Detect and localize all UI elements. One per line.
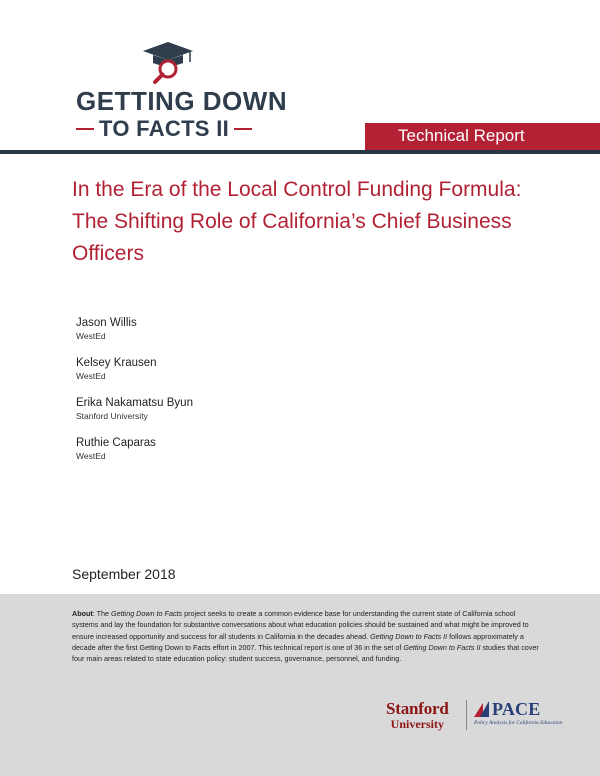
author-entry bbox=[76, 436, 193, 476]
about-italic-2: Getting Down to Facts II bbox=[370, 631, 448, 641]
pace-mark-icon bbox=[474, 701, 492, 717]
logo-wordmark-line2 bbox=[76, 116, 252, 142]
author-name: Kelsey Krausen bbox=[76, 357, 157, 369]
author-affiliation: WestEd bbox=[76, 451, 106, 461]
about-paragraph bbox=[72, 608, 542, 664]
pace-wordmark: PACE bbox=[492, 699, 541, 719]
author-list bbox=[76, 316, 193, 476]
author-entry bbox=[76, 396, 193, 436]
about-text-3: follows approximately a decade after the first Getting Down to Facts effort in 2007. This technical report is one of 36 in the set of bbox=[72, 631, 524, 652]
sponsor-divider bbox=[466, 700, 467, 730]
pace-logo-row bbox=[474, 700, 562, 718]
about-label: About bbox=[72, 609, 93, 618]
logo-wordmark-line1: GETTING DOWN bbox=[76, 86, 288, 116]
getting-down-to-facts-logo bbox=[76, 40, 288, 141]
stanford-logo-line2: University bbox=[390, 717, 444, 731]
report-title: In the Era of the Local Control Funding Formula: The Shifting Role of California’s Chief Business Officers bbox=[72, 178, 522, 265]
about-text-2: project seeks to create a common evidence base for understanding the current state of California school systems and lay the foundation for substantive conversations about what education policies should be sustained and what might be improved to ensure increased opportunity and success for all students in California in the decades ahead. bbox=[72, 609, 529, 641]
author-entry bbox=[76, 316, 193, 356]
about-footer bbox=[0, 594, 600, 776]
stanford-logo-line1: Stanford bbox=[386, 699, 449, 718]
author-affiliation: Stanford University bbox=[76, 411, 148, 421]
logo-wordmark-line2-text: TO FACTS II bbox=[99, 116, 230, 141]
technical-report-label: Technical Report bbox=[398, 126, 525, 145]
publication-date: September 2018 bbox=[72, 566, 176, 582]
author-name: Erika Nakamatsu Byun bbox=[76, 397, 193, 409]
about-text-1: : The bbox=[92, 609, 112, 618]
about-italic-3: Getting Down to Facts II bbox=[403, 642, 481, 652]
about-italic-1: Getting Down to Facts bbox=[111, 609, 183, 618]
stanford-university-logo bbox=[386, 700, 449, 731]
author-name: Ruthie Caparas bbox=[76, 437, 156, 449]
author-affiliation: WestEd bbox=[76, 371, 106, 381]
about-text-4: studies that cover four main areas related to state education policy: student success, governance, personnel, and funding. bbox=[72, 642, 539, 664]
author-name: Jason Willis bbox=[76, 317, 137, 329]
header-divider-line bbox=[0, 150, 600, 154]
author-entry bbox=[76, 356, 193, 396]
logo-dash-left bbox=[76, 128, 94, 130]
technical-report-banner bbox=[365, 123, 600, 150]
author-affiliation: WestEd bbox=[76, 331, 106, 341]
logo-dash-right bbox=[234, 128, 252, 130]
pace-tagline: Policy Analysis for California Education bbox=[474, 720, 563, 726]
graduation-cap-magnifier-icon bbox=[138, 40, 198, 86]
pace-logo bbox=[474, 700, 562, 726]
